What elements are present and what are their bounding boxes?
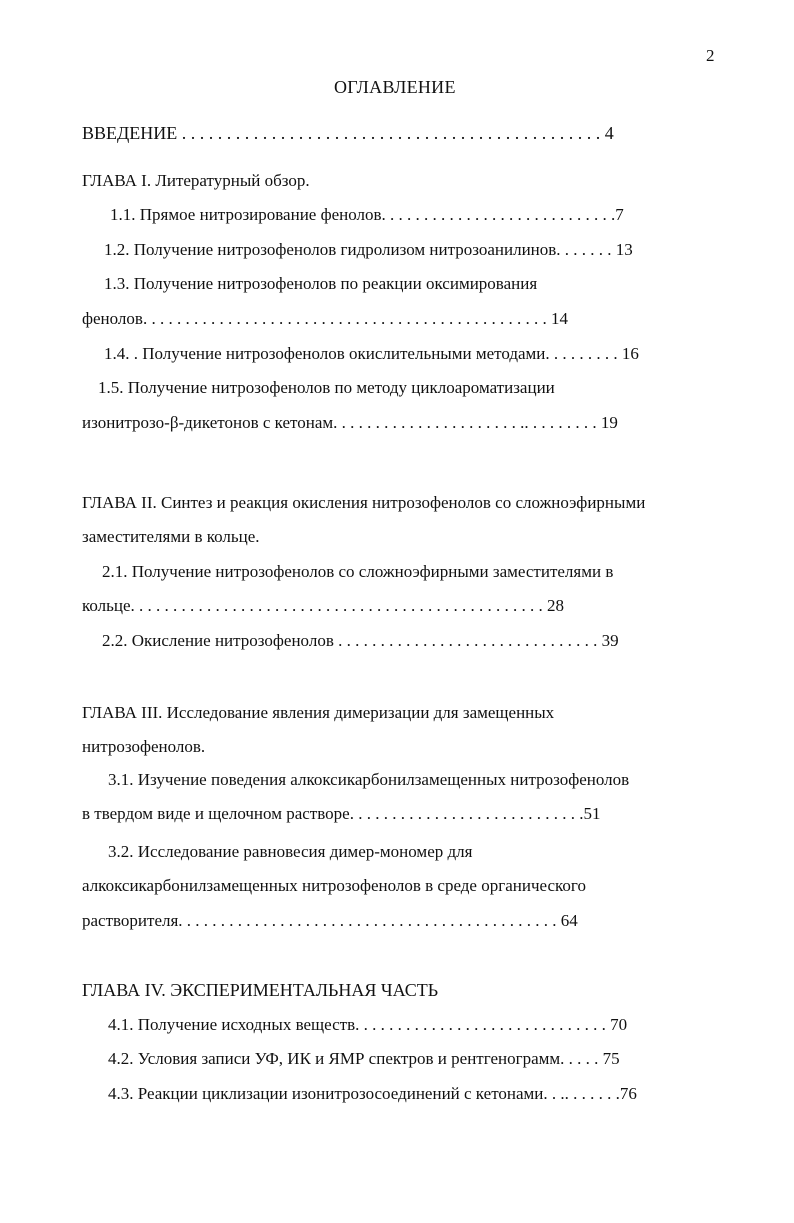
toc-entry-1-5-line2[interactable]: изонитрозо-β-дикетонов с кетонам. . . . . . . . . . . . . . . . . . . . . . .. . . . . . . . . 19 xyxy=(82,413,618,432)
toc-title: ОГЛАВЛЕНИЕ xyxy=(334,77,456,97)
chapter-3-heading-line2[interactable]: нитрозофенолов. xyxy=(82,737,206,756)
toc-entry-1-2[interactable]: 1.2. Получение нитрозофенолов гидролизом нитрозоанилинов. . . . . . . 13 xyxy=(104,240,633,259)
toc-entry-3-2-line2[interactable]: алкоксикарбонилзамещенных нитрозофенолов в среде органического xyxy=(82,876,586,895)
toc-entry-1-4[interactable]: 1.4. . Получение нитрозофенолов окислительными методами. . . . . . . . . 16 xyxy=(104,344,639,363)
toc-entry-2-1-line1[interactable]: 2.1. Получение нитрозофенолов со сложноэфирными заместителями в xyxy=(102,562,614,581)
toc-entry-2-2[interactable]: 2.2. Окисление нитрозофенолов . . . . . . . . . . . . . . . . . . . . . . . . . . . . . . . 39 xyxy=(102,631,619,650)
toc-entry-4-1[interactable]: 4.1. Получение исходных веществ. . . . . . . . . . . . . . . . . . . . . . . . . . . . . . 70 xyxy=(108,1015,628,1034)
toc-entry-3-1-line2[interactable]: в твердом виде и щелочном растворе. . . . . . . . . . . . . . . . . . . . . . . . . . . .51 xyxy=(82,804,601,823)
chapter-3-heading-line1[interactable]: ГЛАВА III. Исследование явления димеризации для замещенных xyxy=(82,703,555,722)
toc-entry-1-5-line1[interactable]: 1.5. Получение нитрозофенолов по методу циклоароматизации xyxy=(98,378,555,397)
toc-entry-2-1-line2[interactable]: кольце. . . . . . . . . . . . . . . . . . . . . . . . . . . . . . . . . . . . . . . . . . . . . . . . . 28 xyxy=(82,596,565,615)
chapter-1-heading[interactable]: ГЛАВА I. Литературный обзор. xyxy=(82,171,310,190)
chapter-4-heading[interactable]: ГЛАВА IV. ЭКСПЕРИМЕНТАЛЬНАЯ ЧАСТЬ xyxy=(82,980,439,1000)
toc-entry-1-3-line2[interactable]: фенолов. . . . . . . . . . . . . . . . . . . . . . . . . . . . . . . . . . . . . . . . . . . . . . . . 14 xyxy=(82,309,568,328)
toc-entry-3-1-line1[interactable]: 3.1. Изучение поведения алкоксикарбонилзамещенных нитрозофенолов xyxy=(108,770,630,789)
chapter-2-heading-line1[interactable]: ГЛАВА II. Синтез и реакция окисления нитрозофенолов со сложноэфирными xyxy=(82,493,646,512)
toc-entry-1-3-line1[interactable]: 1.3. Получение нитрозофенолов по реакции оксимирования xyxy=(104,274,538,293)
chapter-2-heading-line2[interactable]: заместителями в кольце. xyxy=(82,527,260,546)
toc-entry-3-2-line3[interactable]: растворителя. . . . . . . . . . . . . . . . . . . . . . . . . . . . . . . . . . . . . . . . . . . . . 64 xyxy=(82,911,578,930)
toc-entry-4-3[interactable]: 4.3. Реакции циклизации изонитрозосоединений с кетонами. . .. . . . . . .76 xyxy=(108,1084,637,1103)
toc-entry-3-2-line1[interactable]: 3.2. Исследование равновесия димер-мономер для xyxy=(108,842,473,861)
toc-entry-4-2[interactable]: 4.2. Условия записи УФ, ИК и ЯМР спектров и рентгенограмм. . . . . 75 xyxy=(108,1049,620,1068)
page-number: 2 xyxy=(706,46,715,65)
toc-entry-1-1[interactable]: 1.1. Прямое нитрозирование фенолов. . . . . . . . . . . . . . . . . . . . . . . . . . . .7 xyxy=(110,205,624,224)
toc-entry-intro[interactable]: ВВЕДЕНИЕ . . . . . . . . . . . . . . . . . . . . . . . . . . . . . . . . . . . . . . . . . . . . . . . 4 xyxy=(82,123,614,143)
